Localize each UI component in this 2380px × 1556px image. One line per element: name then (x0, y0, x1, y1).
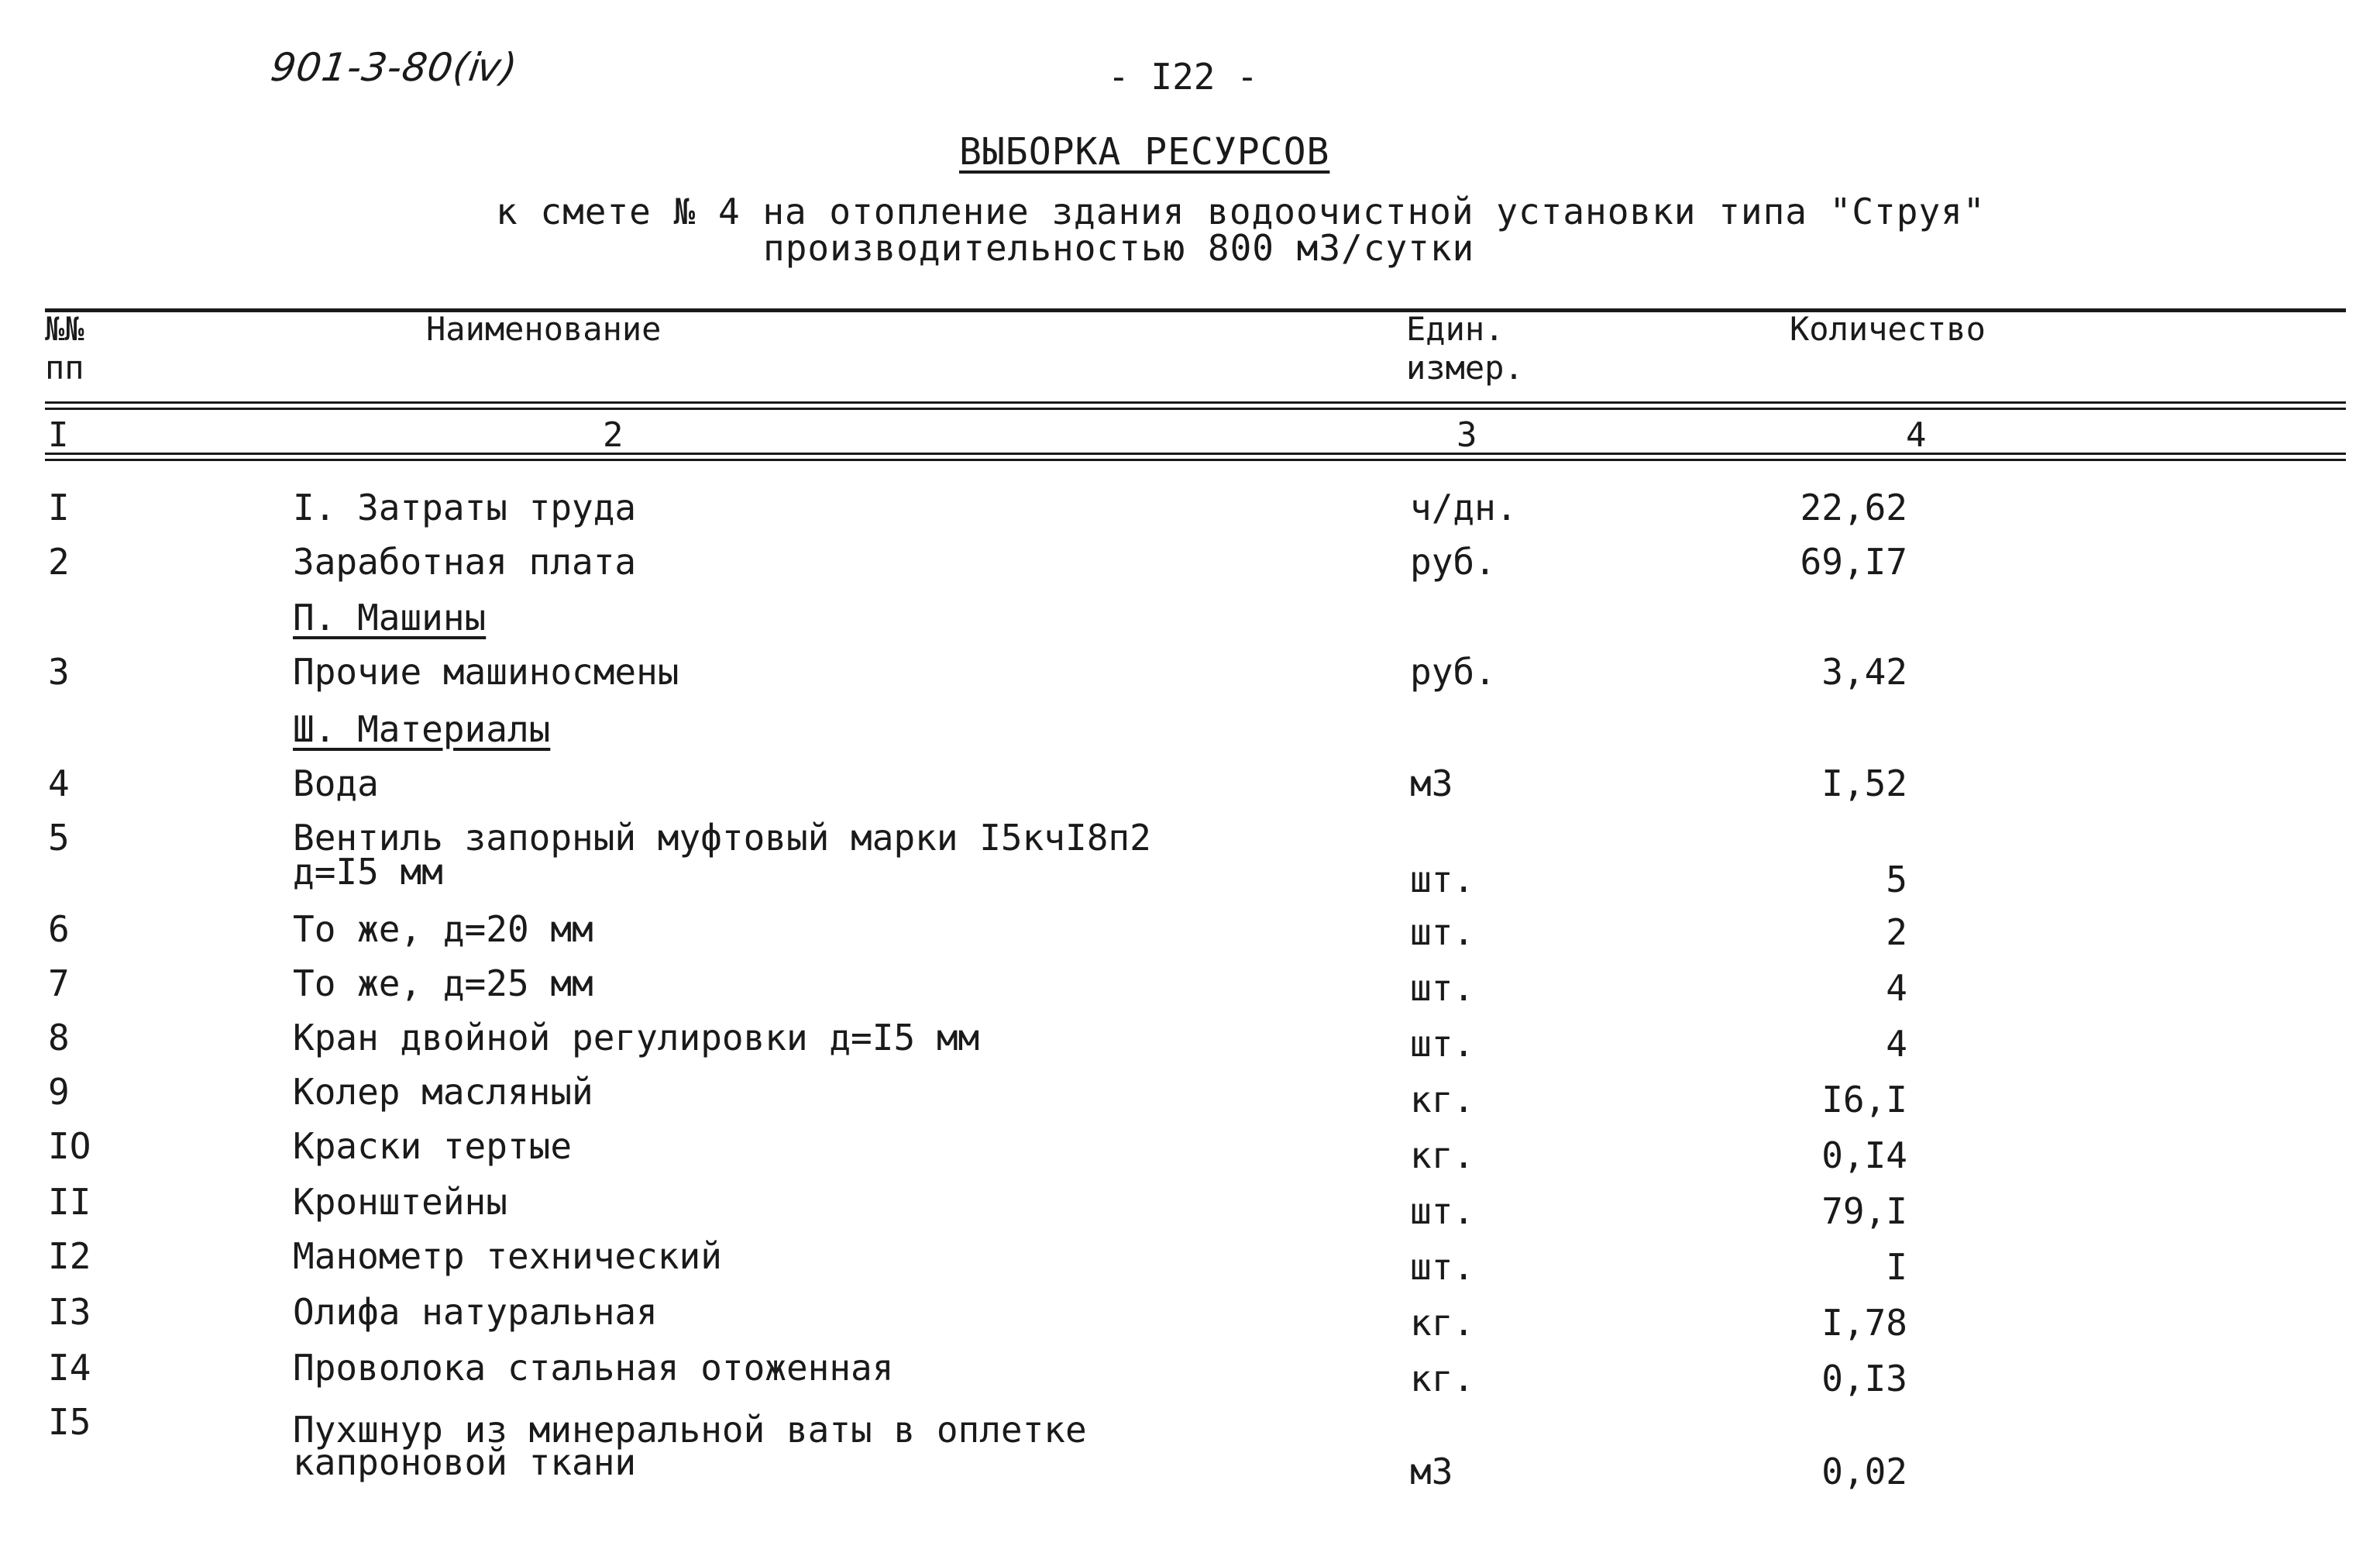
row-quantity: 3,42 (1821, 651, 1907, 693)
row-unit: руб. (1410, 651, 1496, 693)
row-unit: шт. (1410, 1246, 1475, 1288)
row-name: Вода (293, 763, 379, 804)
row-number: IO (48, 1125, 91, 1167)
row-quantity: 2 (1886, 911, 1907, 953)
subtitle-line-2: производительностью 800 м3/сутки (763, 227, 1475, 269)
row-unit: шт. (1410, 1023, 1475, 1065)
header-num-line-1: №№ (45, 310, 84, 348)
row-quantity: 0,I3 (1821, 1358, 1907, 1399)
row-name: Прочие машиносмены (293, 651, 679, 693)
row-number: I3 (48, 1291, 91, 1333)
row-number: I2 (48, 1235, 91, 1277)
column-number: 4 (1906, 415, 1927, 455)
colnum-rule-lower (45, 459, 2346, 461)
row-unit: ч/дн. (1410, 487, 1518, 528)
row-number: 9 (48, 1071, 70, 1113)
row-name: Кронштейны (293, 1181, 507, 1223)
row-number: 8 (48, 1017, 70, 1059)
row-name: I. Затраты труда (293, 487, 637, 528)
row-quantity: I6,I (1821, 1079, 1907, 1121)
row-name: Манометр технический (293, 1235, 722, 1277)
row-number: 4 (48, 763, 70, 804)
column-number: 2 (603, 415, 624, 455)
header-unit-line-1: Един. (1406, 310, 1505, 348)
header-name: Наименование (426, 310, 662, 348)
row-unit: кг. (1410, 1134, 1475, 1176)
row-number: I5 (48, 1401, 91, 1443)
table-top-rule (45, 308, 2346, 312)
row-name: Вентиль запорный муфтовый марки I5кчI8п2 (293, 817, 1151, 859)
row-name: Олифа натуральная (293, 1291, 658, 1333)
header-unit-line-2: измер. (1406, 349, 1524, 387)
row-quantity: 4 (1886, 1023, 1907, 1065)
column-number: I (48, 415, 69, 455)
row-number: 7 (48, 962, 70, 1004)
row-unit: кг. (1410, 1302, 1475, 1344)
row-name-continuation: д=I5 мм (293, 851, 443, 893)
row-name: Краски тертые (293, 1125, 573, 1167)
row-name-continuation: капроновой ткани (293, 1441, 637, 1483)
page-number: - I22 - (1108, 56, 1258, 98)
row-unit: шт. (1410, 967, 1475, 1009)
row-number: 3 (48, 651, 70, 693)
row-number: II (48, 1181, 91, 1223)
row-name: То же, д=25 мм (293, 962, 593, 1004)
row-unit: м3 (1410, 1451, 1453, 1492)
row-quantity: 79,I (1821, 1190, 1907, 1232)
section-heading-machines: П. Машины (293, 597, 487, 639)
row-unit: шт. (1410, 911, 1475, 953)
row-quantity: 0,I4 (1821, 1134, 1907, 1176)
row-number: I4 (48, 1347, 91, 1389)
header-quantity: Количество (1790, 310, 1986, 348)
row-unit: руб. (1410, 541, 1496, 583)
row-quantity: 5 (1886, 859, 1907, 900)
row-name: Колер масляный (293, 1071, 593, 1113)
row-number: 2 (48, 541, 70, 583)
row-unit: кг. (1410, 1079, 1475, 1121)
header-num-line-2: пп (45, 349, 84, 387)
row-name: Кран двойной регулировки д=I5 мм (293, 1017, 980, 1059)
subtitle-line-1: к смете № 4 на отопление здания водоочистной установки типа "Струя" (496, 191, 1986, 232)
colnum-rule-upper (45, 453, 2346, 455)
row-number: I (48, 487, 70, 528)
row-unit: шт. (1410, 859, 1475, 900)
document-code: 901-3-80(ⅳ) (267, 45, 521, 90)
row-quantity: I (1886, 1246, 1907, 1288)
column-number: 3 (1457, 415, 1477, 455)
page-title: ВЫБОРКА РЕСУРСОВ (959, 130, 1330, 174)
row-unit: кг. (1410, 1358, 1475, 1399)
row-name: Пухшнур из минеральной ваты в оплетке (293, 1409, 1087, 1451)
row-quantity: 22,62 (1800, 487, 1907, 528)
header-rule-lower (45, 408, 2346, 410)
row-quantity: 0,02 (1821, 1451, 1907, 1492)
row-unit: м3 (1410, 763, 1453, 804)
section-heading-materials: Ш. Материалы (293, 708, 551, 750)
row-unit: шт. (1410, 1190, 1475, 1232)
row-quantity: 4 (1886, 967, 1907, 1009)
row-number: 5 (48, 817, 70, 859)
header-rule-upper (45, 401, 2346, 404)
row-name: Заработная плата (293, 541, 637, 583)
row-quantity: 69,I7 (1800, 541, 1907, 583)
row-number: 6 (48, 908, 70, 950)
row-name: То же, д=20 мм (293, 908, 593, 950)
row-quantity: I,78 (1821, 1302, 1907, 1344)
row-quantity: I,52 (1821, 763, 1907, 804)
row-name: Проволока стальная отоженная (293, 1347, 894, 1389)
